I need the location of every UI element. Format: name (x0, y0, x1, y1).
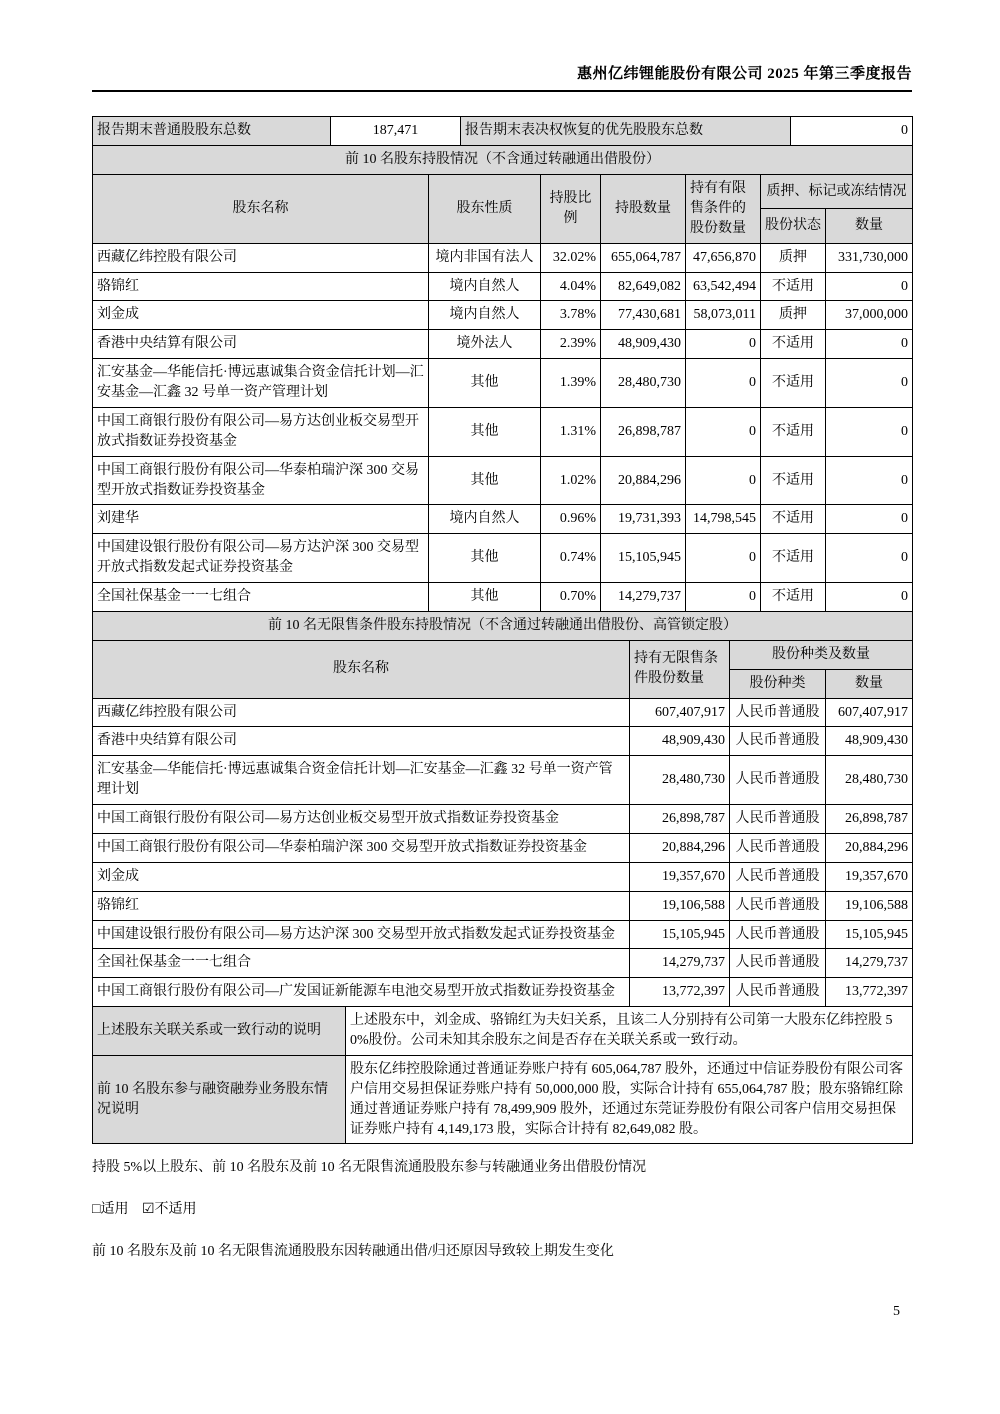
cell-name: 中国建设银行股份有限公司—易方达沪深 300 交易型开放式指数发起式证券投资基金 (93, 920, 630, 949)
cell-name: 西藏亿纬控股有限公司 (93, 243, 429, 272)
col-header-shareholder-nature: 股东性质 (429, 175, 541, 244)
cell-nature: 境内自然人 (429, 272, 541, 301)
cell-name: 汇安基金—华能信托·博远惠诚集合资金信托计划—汇安基金—汇鑫 32 号单一资产管理计划 (93, 756, 630, 805)
cell-name: 汇安基金—华能信托·博远惠诚集合资金信托计划—汇安基金—汇鑫 32 号单一资产管理计划 (93, 359, 429, 408)
cell-type: 人民币普通股 (730, 698, 826, 727)
cell-shares: 19,357,670 (630, 862, 730, 891)
cell-ratio: 3.78% (541, 301, 601, 330)
table-row (93, 949, 913, 978)
securities-lending-statement: 持股 5%以上股东、前 10 名股东及前 10 名无限售流通股股东参与转融通业务出借股份情况 (92, 1160, 647, 1176)
table-row (93, 117, 913, 146)
cell-name: 中国工商银行股份有限公司—华泰柏瑞沪深 300 交易型开放式指数证券投资基金 (93, 456, 429, 505)
cell-qty: 20,884,296 (826, 833, 913, 862)
cell-qty: 0 (826, 456, 913, 505)
cell-type: 人民币普通股 (730, 833, 826, 862)
cell-qty: 13,772,397 (826, 978, 913, 1007)
margin-trading-note-text: 股东亿纬控股除通过普通证券账户持有 605,064,787 股外，还通过中信证券股份有限公司客户信用交易担保证券账户持有 50,000,000 股，实际合计持有 655,064,787 股；股东骆锦红除通过普通证券账户持有 78,499,909 股外，还通过东莞证券股份有限公司客户信用交易担保证券账户持有 4,149,173 股，实际合计持有 82,649,082 股。 (346, 1055, 913, 1144)
cell-qty: 19,106,588 (826, 891, 913, 920)
col-header-ratio: 持股比例 (541, 175, 601, 244)
col-header-shareholder-name: 股东名称 (93, 175, 429, 244)
section-title-row (93, 146, 913, 175)
cell-qty: 19,357,670 (826, 862, 913, 891)
col-header-share-type: 股份种类 (730, 669, 826, 698)
cell-name: 全国社保基金一一七组合 (93, 949, 630, 978)
table-row (93, 833, 913, 862)
table-row (93, 920, 913, 949)
cell-ratio: 4.04% (541, 272, 601, 301)
col-header-pledge-group: 质押、标记或冻结情况 (761, 175, 913, 209)
footer-statements (92, 1158, 912, 1262)
table-row (93, 727, 913, 756)
cell-qty: 37,000,000 (826, 301, 913, 330)
cell-nature: 境内自然人 (429, 505, 541, 534)
cell-name: 中国工商银行股份有限公司—易方达创业板交易型开放式指数证券投资基金 (93, 805, 630, 834)
table-row (93, 456, 913, 505)
cell-name: 西藏亿纬控股有限公司 (93, 698, 630, 727)
cell-qty: 0 (826, 407, 913, 456)
top10-table-body (93, 243, 913, 611)
table-row (93, 301, 913, 330)
page-number: 5 (893, 1304, 900, 1319)
section-title-unrestricted: 前 10 名无限售条件股东持股情况（不含通过转融通出借股份、高管锁定股） (93, 611, 913, 640)
cell-shares: 14,279,737 (601, 583, 686, 612)
cell-shares: 15,105,945 (601, 534, 686, 583)
common-shareholders-label: 报告期末普通股股东总数 (93, 117, 331, 146)
related-party-note-text: 上述股东中，刘金成、骆锦红为夫妇关系，且该二人分别持有公司第一大股东亿纬控股 50%股份。公司未知其余股东之间是否存在关联关系或一致行动。 (346, 1007, 913, 1056)
cell-status: 不适用 (761, 505, 826, 534)
preferred-shareholders-value: 0 (791, 117, 913, 146)
notes-table (92, 1006, 913, 1144)
top10-unrestricted-table (92, 611, 913, 1007)
cell-shares: 20,884,296 (630, 833, 730, 862)
cell-shares: 14,279,737 (630, 949, 730, 978)
cell-qty: 26,898,787 (826, 805, 913, 834)
cell-qty: 48,909,430 (826, 727, 913, 756)
cell-qty: 28,480,730 (826, 756, 913, 805)
col-header-share-qty: 数量 (826, 669, 913, 698)
cell-qty: 15,105,945 (826, 920, 913, 949)
cell-shares: 26,898,787 (630, 805, 730, 834)
header-row (93, 640, 913, 669)
cell-nature: 其他 (429, 583, 541, 612)
cell-name: 香港中央结算有限公司 (93, 330, 429, 359)
table-row (93, 534, 913, 583)
cell-type: 人民币普通股 (730, 727, 826, 756)
table-row (93, 407, 913, 456)
document-header (92, 64, 912, 92)
cell-qty: 0 (826, 272, 913, 301)
cell-shares: 77,430,681 (601, 301, 686, 330)
cell-status: 不适用 (761, 456, 826, 505)
header-row (93, 175, 913, 209)
cell-nature: 其他 (429, 407, 541, 456)
col-header-restricted: 持有有限售条件的股份数量 (686, 175, 761, 244)
cell-name: 骆锦红 (93, 891, 630, 920)
col-header-shares: 持股数量 (601, 175, 686, 244)
related-party-note-label: 上述股东关联关系或一致行动的说明 (93, 1007, 346, 1056)
col-header-unrestricted-shares: 持有无限售条件股份数量 (630, 640, 730, 698)
cell-restricted: 0 (686, 534, 761, 583)
cell-type: 人民币普通股 (730, 949, 826, 978)
cell-shares: 20,884,296 (601, 456, 686, 505)
cell-shares: 15,105,945 (630, 920, 730, 949)
cell-shares: 28,480,730 (601, 359, 686, 408)
cell-status: 不适用 (761, 359, 826, 408)
checkbox-applicable: □适用 (92, 1202, 129, 1218)
table-row (93, 805, 913, 834)
cell-name: 香港中央结算有限公司 (93, 727, 630, 756)
cell-ratio: 0.96% (541, 505, 601, 534)
table-row (93, 1055, 913, 1144)
table-row (93, 862, 913, 891)
cell-nature: 其他 (429, 359, 541, 408)
table-row (93, 505, 913, 534)
applicability-row (92, 1200, 912, 1220)
shareholder-summary-table (92, 116, 913, 146)
cell-name: 中国工商银行股份有限公司—易方达创业板交易型开放式指数证券投资基金 (93, 407, 429, 456)
checkbox-not-applicable: ☑不适用 (141, 1202, 197, 1218)
cell-status: 不适用 (761, 534, 826, 583)
table-row (93, 978, 913, 1007)
cell-type: 人民币普通股 (730, 805, 826, 834)
cell-nature: 其他 (429, 456, 541, 505)
cell-type: 人民币普通股 (730, 756, 826, 805)
cell-qty: 0 (826, 330, 913, 359)
top10-shareholders-table (92, 145, 913, 612)
unrestricted-table-body (93, 698, 913, 1007)
cell-qty: 14,279,737 (826, 949, 913, 978)
cell-shares: 13,772,397 (630, 978, 730, 1007)
cell-shares: 607,407,917 (630, 698, 730, 727)
lending-change-statement: 前 10 名股东及前 10 名无限售流通股股东因转融通出借/归还原因导致较上期发生变化 (92, 1244, 614, 1260)
cell-restricted: 14,798,545 (686, 505, 761, 534)
cell-qty: 0 (826, 359, 913, 408)
cell-restricted: 0 (686, 359, 761, 408)
section-title-row (93, 611, 913, 640)
cell-shares: 48,909,430 (601, 330, 686, 359)
cell-ratio: 0.70% (541, 583, 601, 612)
cell-ratio: 1.02% (541, 456, 601, 505)
cell-ratio: 2.39% (541, 330, 601, 359)
cell-qty: 0 (826, 534, 913, 583)
cell-restricted: 0 (686, 330, 761, 359)
cell-nature: 境内自然人 (429, 301, 541, 330)
table-row (93, 1007, 913, 1056)
table-row (93, 243, 913, 272)
cell-ratio: 32.02% (541, 243, 601, 272)
cell-restricted: 58,073,011 (686, 301, 761, 330)
cell-name: 中国工商银行股份有限公司—华泰柏瑞沪深 300 交易型开放式指数证券投资基金 (93, 833, 630, 862)
cell-status: 不适用 (761, 330, 826, 359)
cell-nature: 境外法人 (429, 330, 541, 359)
cell-name: 中国工商银行股份有限公司—广发国证新能源车电池交易型开放式指数证券投资基金 (93, 978, 630, 1007)
cell-shares: 655,064,787 (601, 243, 686, 272)
table-row (93, 583, 913, 612)
table-row (93, 359, 913, 408)
table-row (93, 756, 913, 805)
table-row (93, 330, 913, 359)
cell-ratio: 1.31% (541, 407, 601, 456)
cell-restricted: 0 (686, 456, 761, 505)
table-row (93, 891, 913, 920)
margin-trading-note-label: 前 10 名股东参与融资融券业务股东情况说明 (93, 1055, 346, 1144)
page-title: 惠州亿纬锂能股份有限公司 2025 年第三季度报告 (576, 66, 912, 82)
cell-shares: 48,909,430 (630, 727, 730, 756)
cell-name: 刘金成 (93, 862, 630, 891)
preferred-shareholders-label: 报告期末表决权恢复的优先股股东总数 (461, 117, 791, 146)
cell-shares: 26,898,787 (601, 407, 686, 456)
cell-name: 中国建设银行股份有限公司—易方达沪深 300 交易型开放式指数发起式证券投资基金 (93, 534, 429, 583)
cell-qty: 607,407,917 (826, 698, 913, 727)
cell-type: 人民币普通股 (730, 920, 826, 949)
cell-status: 不适用 (761, 407, 826, 456)
table-row (93, 272, 913, 301)
cell-name: 全国社保基金一一七组合 (93, 583, 429, 612)
cell-name: 刘金成 (93, 301, 429, 330)
cell-qty: 0 (826, 583, 913, 612)
cell-restricted: 0 (686, 583, 761, 612)
cell-shares: 19,731,393 (601, 505, 686, 534)
cell-restricted: 0 (686, 407, 761, 456)
cell-restricted: 47,656,870 (686, 243, 761, 272)
col-header-pledge-qty: 数量 (826, 209, 913, 243)
cell-qty: 331,730,000 (826, 243, 913, 272)
col-header-shareholder-name2: 股东名称 (93, 640, 630, 698)
cell-name: 刘建华 (93, 505, 429, 534)
col-header-share-status: 股份状态 (761, 209, 826, 243)
cell-nature: 其他 (429, 534, 541, 583)
cell-restricted: 63,542,494 (686, 272, 761, 301)
table-row (93, 698, 913, 727)
cell-type: 人民币普通股 (730, 862, 826, 891)
cell-qty: 0 (826, 505, 913, 534)
col-header-share-type-group: 股份种类及数量 (730, 640, 913, 669)
cell-type: 人民币普通股 (730, 891, 826, 920)
cell-status: 不适用 (761, 583, 826, 612)
cell-ratio: 1.39% (541, 359, 601, 408)
cell-type: 人民币普通股 (730, 978, 826, 1007)
cell-shares: 19,106,588 (630, 891, 730, 920)
section-title-top10: 前 10 名股东持股情况（不含通过转融通出借股份） (93, 146, 913, 175)
cell-status: 质押 (761, 243, 826, 272)
common-shareholders-value: 187,471 (331, 117, 461, 146)
cell-name: 骆锦红 (93, 272, 429, 301)
cell-shares: 28,480,730 (630, 756, 730, 805)
cell-status: 不适用 (761, 272, 826, 301)
cell-ratio: 0.74% (541, 534, 601, 583)
cell-shares: 82,649,082 (601, 272, 686, 301)
cell-status: 质押 (761, 301, 826, 330)
cell-nature: 境内非国有法人 (429, 243, 541, 272)
